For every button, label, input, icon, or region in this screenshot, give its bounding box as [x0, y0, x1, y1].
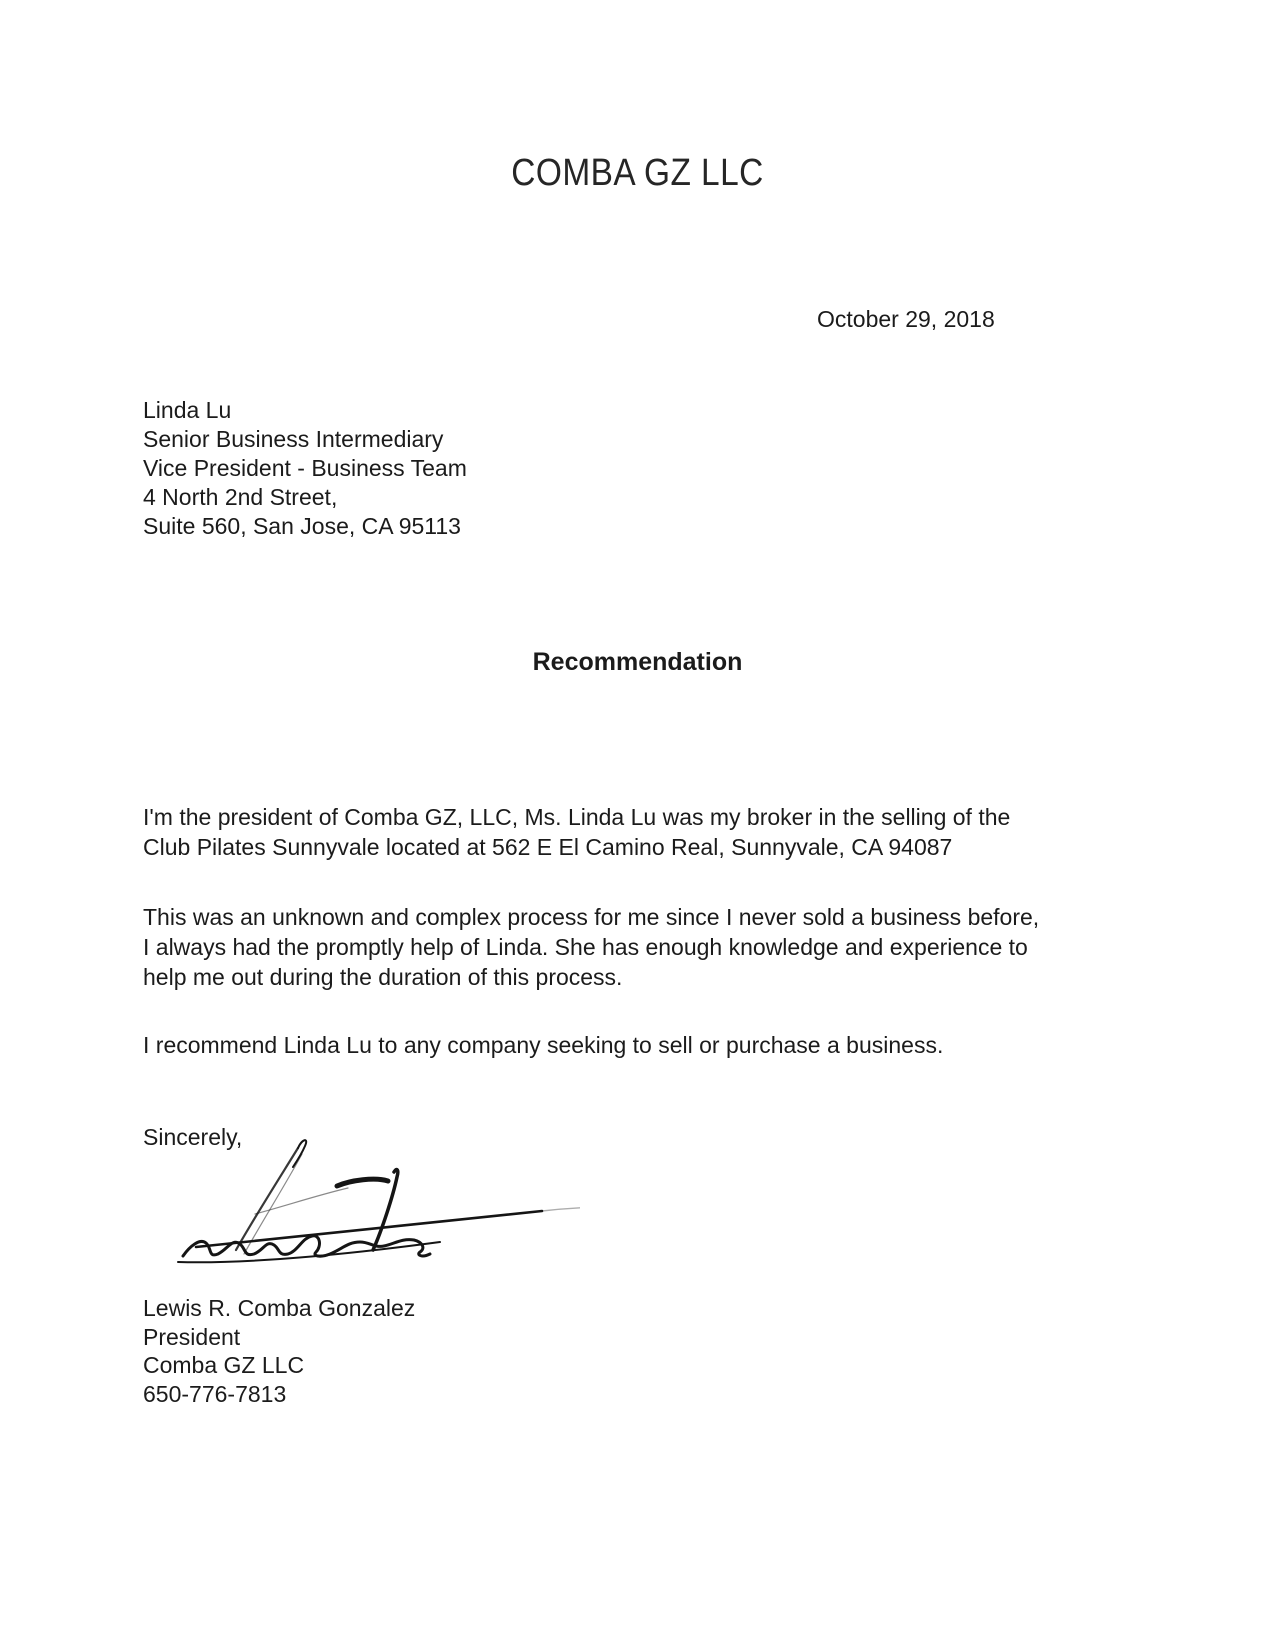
- subject-heading: Recommendation: [532, 648, 743, 676]
- handwritten-signature-icon: [170, 1118, 580, 1268]
- body-paragraph-1: [143, 802, 1143, 862]
- paragraph-1-line-1: I'm the president of Comba GZ, LLC, Ms. Linda Lu was my broker in the selling of the: [143, 804, 1011, 830]
- paragraph-2-line-3: help me out during the duration of this process.: [143, 964, 623, 990]
- signer-phone: 650-776-7813: [143, 1380, 287, 1407]
- body-paragraph-2: [143, 902, 1143, 992]
- signer-block: [143, 1294, 415, 1408]
- recipient-title-2: Vice President - Business Team: [143, 455, 467, 481]
- body-paragraph-3: [143, 1030, 1143, 1060]
- company-name-header: COMBA GZ LLC: [511, 152, 764, 194]
- signer-title: President: [143, 1323, 241, 1350]
- paragraph-3-line-1: I recommend Linda Lu to any company seeking to sell or purchase a business.: [143, 1032, 944, 1058]
- closing-salutation: Sincerely,: [143, 1124, 243, 1150]
- signer-name: Lewis R. Comba Gonzalez: [143, 1295, 416, 1321]
- paragraph-2-line-2: I always had the promptly help of Linda. She has enough knowledge and experience to: [143, 934, 1028, 960]
- recipient-title-1: Senior Business Intermediary: [143, 426, 444, 452]
- paragraph-1-line-2: Club Pilates Sunnyvale located at 562 E El Camino Real, Sunnyvale, CA 94087: [143, 834, 953, 860]
- letter-date: October 29, 2018: [817, 306, 995, 332]
- recipient-address-block: [143, 396, 467, 541]
- paragraph-2-line-1: This was an unknown and complex process for me since I never sold a business before,: [143, 904, 1040, 930]
- recipient-street: 4 North 2nd Street,: [143, 484, 338, 510]
- signer-company: Comba GZ LLC: [143, 1352, 305, 1378]
- recipient-name: Linda Lu: [143, 397, 232, 423]
- recipient-city-state-zip: Suite 560, San Jose, CA 95113: [143, 513, 461, 539]
